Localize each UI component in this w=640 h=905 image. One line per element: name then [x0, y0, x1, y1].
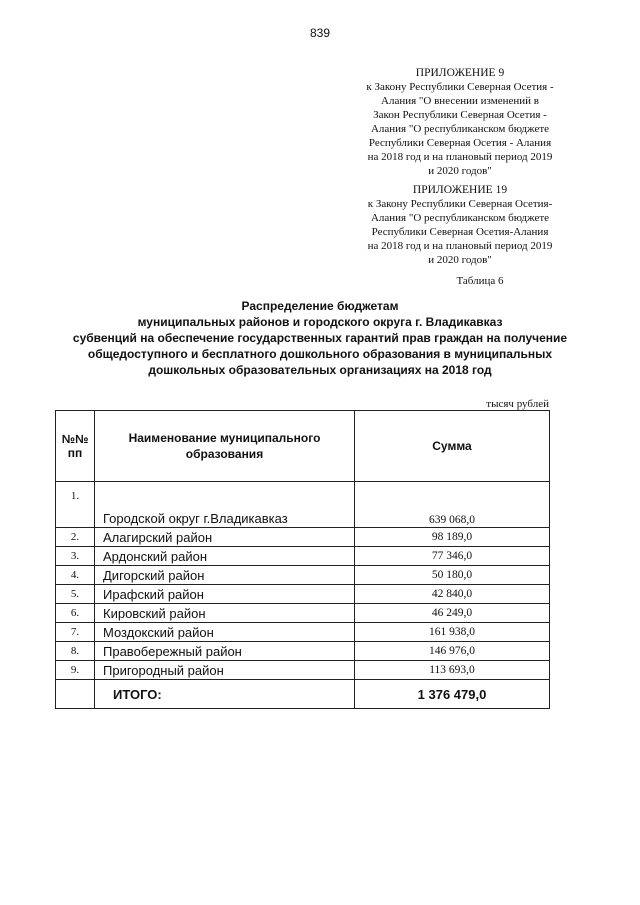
row-name: Ирафский район	[95, 585, 355, 604]
table-row	[56, 528, 550, 547]
appendix-9-line: на 2018 год и на плановый период 2019	[367, 151, 553, 163]
table-row	[56, 661, 550, 680]
budget-table	[55, 410, 550, 709]
row-sum: 50 180,0	[355, 566, 550, 585]
table-row	[56, 547, 550, 566]
header-number-line2: пп	[67, 446, 83, 460]
row-name: Городской округ г.Владикавказ	[95, 482, 355, 528]
appendix-19-line: к Закону Республики Северная Осетия-	[367, 198, 553, 210]
table-row	[56, 604, 550, 623]
total-label: ИТОГО:	[95, 680, 355, 709]
row-sum: 46 249,0	[355, 604, 550, 623]
row-number: 1.	[56, 482, 95, 528]
row-name: Ардонский район	[95, 547, 355, 566]
table-row	[56, 585, 550, 604]
page-number: 839	[309, 26, 331, 40]
row-sum: 161 938,0	[355, 623, 550, 642]
appendix-19-line: и 2020 годов"	[428, 254, 492, 266]
row-number: 4.	[56, 566, 95, 585]
header-name-line1: Наименование муниципального	[128, 431, 321, 445]
appendix-9-line: Закон Республики Северная Осетия -	[373, 109, 547, 121]
header-name	[95, 411, 355, 482]
units-label: тысяч рублей	[486, 398, 549, 410]
row-name: Моздокский район	[95, 623, 355, 642]
appendix-19-block	[360, 183, 560, 267]
total-sum: 1 376 479,0	[355, 680, 550, 709]
row-sum: 42 840,0	[355, 585, 550, 604]
header-number-line1: №№	[61, 432, 89, 446]
title-line: муниципальных районов и городского округа г. Владикавказ	[137, 315, 503, 329]
header-name-line2: образования	[185, 447, 264, 461]
appendix-19-heading: ПРИЛОЖЕНИЕ 19	[412, 184, 508, 196]
appendix-9-line: Республики Северная Осетия - Алания	[368, 137, 552, 149]
table-row	[56, 482, 550, 528]
table-row	[56, 642, 550, 661]
row-number: 3.	[56, 547, 95, 566]
title-line: общедоступного и бесплатного дошкольного образования в муниципальных	[87, 347, 553, 361]
row-number: 5.	[56, 585, 95, 604]
row-name: Дигорский район	[95, 566, 355, 585]
table-total-row	[56, 680, 550, 709]
appendix-9-heading: ПРИЛОЖЕНИЕ 9	[415, 67, 505, 79]
table-row	[56, 566, 550, 585]
row-name: Кировский район	[95, 604, 355, 623]
appendix-19-line: на 2018 год и на плановый период 2019	[367, 240, 553, 252]
appendix-9-line: Алания "О внесении изменений в	[381, 95, 539, 107]
row-number: 9.	[56, 661, 95, 680]
total-number-cell	[56, 680, 95, 709]
row-sum: 113 693,0	[355, 661, 550, 680]
row-name: Правобережный район	[95, 642, 355, 661]
title-line: субвенций на обеспечение государственных гарантий прав граждан на получение	[72, 331, 568, 345]
header-number	[56, 411, 95, 482]
header-sum: Сумма	[355, 411, 550, 482]
title-line: Распределение бюджетам	[241, 299, 399, 313]
appendix-19-line: Алания "О республиканском бюджете	[370, 212, 550, 224]
table-label: Таблица 6	[456, 275, 504, 287]
row-number: 7.	[56, 623, 95, 642]
row-number: 2.	[56, 528, 95, 547]
row-name: Пригородный район	[95, 661, 355, 680]
table-row	[56, 623, 550, 642]
row-sum: 146 976,0	[355, 642, 550, 661]
row-sum: 98 189,0	[355, 528, 550, 547]
row-name: Алагирский район	[95, 528, 355, 547]
table-header-row	[56, 411, 550, 482]
appendix-9-line: к Закону Республики Северная Осетия -	[366, 81, 554, 93]
document-title	[20, 298, 620, 378]
title-line: дошкольных образовательных организациях на 2018 год	[148, 363, 492, 377]
row-sum: 77 346,0	[355, 547, 550, 566]
appendix-9-line: и 2020 годов"	[428, 165, 492, 177]
appendix-9-block	[360, 66, 560, 178]
row-number: 6.	[56, 604, 95, 623]
row-number: 8.	[56, 642, 95, 661]
row-sum: 639 068,0	[355, 482, 550, 528]
appendix-19-line: Республики Северная Осетия-Алания	[371, 226, 549, 238]
appendix-9-line: Алания "О республиканском бюджете	[370, 123, 550, 135]
